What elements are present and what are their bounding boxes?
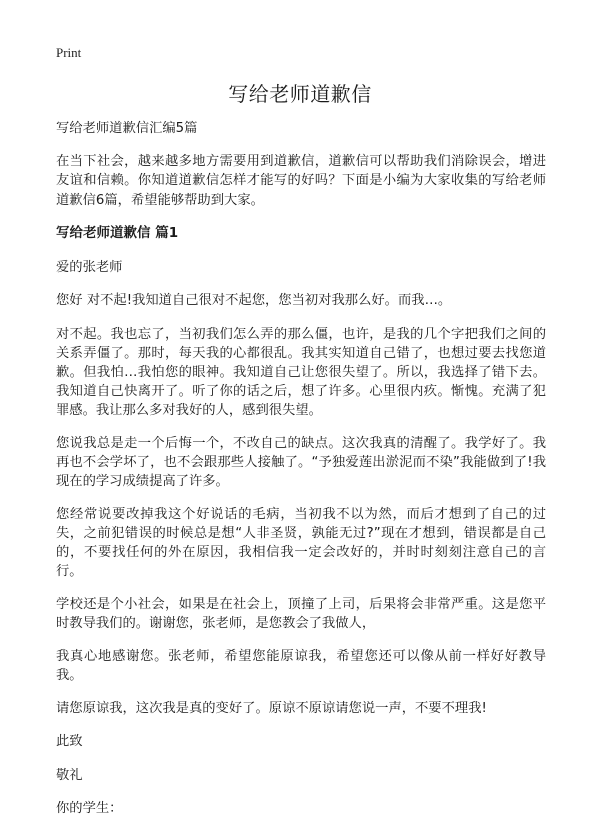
- salutation: 爱的张老师: [56, 259, 123, 275]
- letter-paragraph-thanks: 我真心地感谢您。张老师，希望您能原谅我，希望您还可以像从前一样好好教导我。: [56, 648, 546, 683]
- greeting-line: 您好 对不起!我知道自己很对不起您，您当初对我那么好。而我…。: [56, 293, 452, 308]
- closing-line: 此致: [56, 734, 83, 749]
- letter-paragraph-reflection: 您经常说要改掉我这个好说话的毛病，当初我不以为然，而后才想到了自己的过失，之前犯错误的时候总是想“人非圣贤，孰能无过?”现在才想到，错误都是自己的，不要找任何的外在原因，我相信我一定会改好的，并时时刻刻注意自己的言行。: [56, 506, 546, 579]
- section-heading: 写给老师道歉信 篇1: [56, 225, 179, 241]
- letter-paragraph-school: 学校还是个小社会，如果是在社会上，顶撞了上司，后果将会非常严重。这是您平时教导我们的。谢谢您，张老师，是您教会了我做人，: [56, 596, 546, 631]
- letter-paragraph-change: 您说我总是走一个后悔一个，不改自己的缺点。这次我真的清醒了。我学好了。我再也不会学坏了，也不会跟那些人接触了。“予独爱莲出淤泥而不染”我能做到了!我现在的学习成绩提高了许多。: [56, 435, 546, 489]
- print-link[interactable]: Print: [56, 45, 82, 60]
- closing-salute: 敬礼: [56, 767, 83, 783]
- article-subtitle: 写给老师道歉信汇编5篇: [56, 121, 198, 136]
- page-title: 写给老师道歉信: [228, 82, 372, 106]
- intro-paragraph: 在当下社会，越来越多地方需要用到道歉信，道歉信可以帮助我们消除误会，增进友谊和信赖。你知道道歉信怎样才能写的好吗？下面是小编为大家收集的写给老师道歉信6篇，希望能够帮助到大家。: [56, 153, 546, 208]
- article-body: [56, 119, 546, 833]
- signature-line: 你的学生：: [56, 801, 123, 816]
- letter-paragraph-plea: 请您原谅我，这次我是真的变好了。原谅不原谅请您说一声，不要不理我!: [56, 700, 487, 716]
- letter-paragraph-apology: 对不起。我也忘了，当初我们怎么弄的那么僵，也许，是我的几个字把我们之间的关系弄僵了。那时，每天我的心都很乱。我其实知道自己错了，也想过要去找您道歉。但我怕…我怕您的眼神。我知道自己让您很失望了。所以，我选择了错下去。我知道自己快离开了。听了你的话之后，想了许多。心里很内疚。惭愧。充满了犯罪感。我让那么多对我好的人，感到很失望。: [56, 326, 546, 418]
